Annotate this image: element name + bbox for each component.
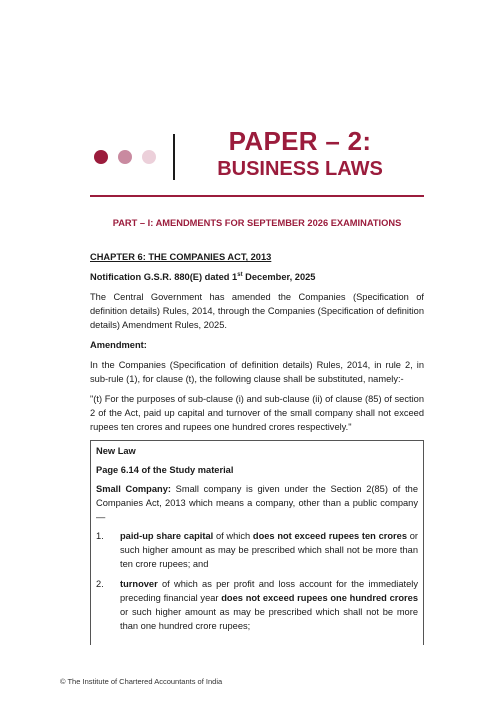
paper-title: PAPER – 2:	[228, 126, 372, 156]
header-divider	[173, 134, 175, 180]
list-item: 1. paid-up share capital of which does not exceed rupees ten crores or such higher amount as may be prescribed which shall not be more than ten crore rupees; and	[96, 531, 418, 569]
part-heading: PART – I: AMENDMENTS FOR SEPTEMBER 2026 EXAMINATIONS	[112, 218, 402, 228]
intro-paragraph: The Central Government has amended the Companies (Specification of definition details) Rules, 2014, through the Companies (Specification of definition details) Amendment Rules, 2025.	[90, 292, 424, 330]
dot-dark	[94, 150, 108, 164]
new-law-label: New Law	[96, 446, 136, 456]
dot-light	[142, 150, 156, 164]
header-rule	[90, 195, 424, 197]
new-law-box	[90, 440, 424, 645]
page-content	[90, 250, 424, 645]
amendment-label: Amendment:	[90, 340, 147, 350]
notification-heading: Notification G.S.R. 880(E) dated 1st December, 2025	[90, 271, 316, 282]
chapter-heading: CHAPTER 6: THE COMPANIES ACT, 2013	[90, 252, 272, 262]
small-company-definition: Small Company: Small company is given under the Section 2(85) of the Companies Act, 2013 which means a company, other than a public company—	[96, 484, 418, 522]
list-item: 2. turnover of which as per profit and loss account for the immediately preceding financial year does not exceed rupees one hundred crores or such higher amount as may be prescribed which shall not be more than one hundred crore rupees;	[96, 579, 418, 631]
paper-subtitle: BUSINESS LAWS	[217, 158, 383, 180]
quoted-clause: "(t) For the purposes of sub-clause (i) and sub-clause (ii) of clause (85) of section 2 of the Act, paid up capital and turnover of the small company shall not exceed rupees ten crores and rupees one hundred crores respectively."	[90, 394, 424, 432]
amendment-text: In the Companies (Specification of definition details) Rules, 2014, in rule 2, in sub-rule (1), for clause (t), the following clause shall be substituted, namely:-	[90, 360, 424, 384]
page-footer: © The Institute of Chartered Accountants of India	[60, 677, 223, 686]
page-reference: Page 6.14 of the Study material	[96, 465, 234, 475]
dot-medium	[118, 150, 132, 164]
